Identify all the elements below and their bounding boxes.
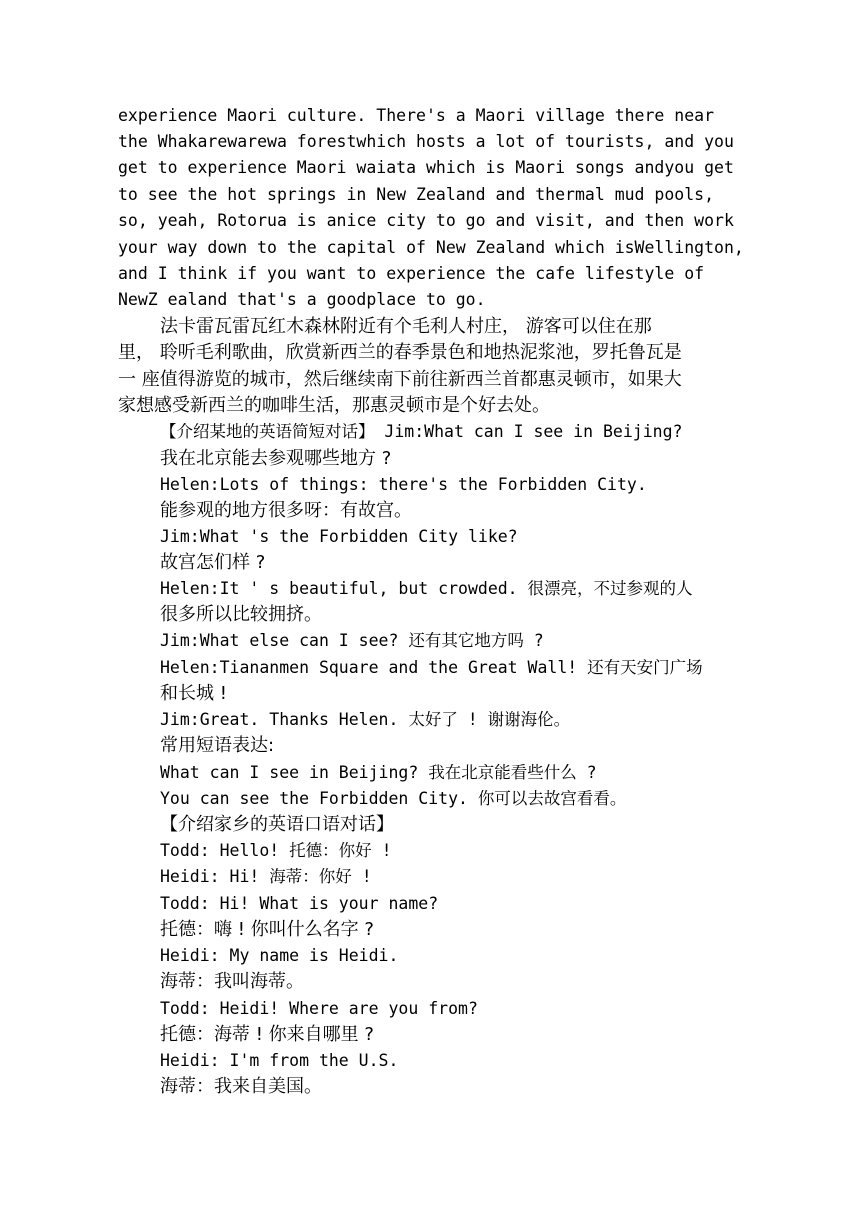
dialog-line: Todd: Hi! What is your name? (160, 894, 439, 913)
chinese-paragraph-line: 家想感受新西兰的咖啡生活，那惠灵顿市是个好去处。 (118, 395, 550, 416)
dialog-line: Heidi: I'm from the U.S. (160, 1051, 399, 1070)
dialog-line: 很多所以比较拥挤。 (160, 604, 322, 625)
dialog-line: Helen:Tiananmen Square and the Great Wall! 还有天安门广场 (160, 658, 703, 677)
dialog-heading-beijing: 【介绍某地的英语简短对话】 Jim:What can I see in Beijing? (160, 422, 683, 441)
chinese-paragraph-line: 法卡雷瓦雷瓦红木森林附近有个毛利人村庄， 游客可以住在那 (160, 316, 652, 337)
dialog-line: Jim:What else can I see? 还有其它地方吗 ? (160, 631, 544, 650)
english-paragraph-line: get to experience Maori waiata which is Maori songs andyou get (118, 158, 734, 177)
dialog-line: Heidi: Hi! 海蒂：你好 ! (160, 867, 372, 886)
dialog-line: 故宫怎们样 ? (160, 552, 266, 573)
dialog-line: Jim:What 's the Forbidden City like? (160, 527, 518, 546)
dialog-line: Todd: Hello! 托德：你好 ! (160, 841, 392, 860)
chinese-paragraph-line: 里， 聆听毛利歌曲，欣赏新西兰的春季景色和地热泥浆池，罗托鲁瓦是 (118, 342, 682, 363)
english-paragraph-line: your way down to the capital of New Zealand which isWellington, (118, 238, 744, 257)
chinese-paragraph-line: 一 座值得游览的城市，然后继续南下前往新西兰首都惠灵顿市，如果大 (118, 369, 682, 390)
phrase-line: You can see the Forbidden City. 你可以去故宫看看。 (160, 789, 627, 808)
dialog-line: 托德：海蒂 ! 你来自哪里 ? (160, 1024, 374, 1045)
dialog-line: 和长城 ! (160, 683, 227, 704)
dialog-line: 托德：嗨 ! 你叫什么名字 ? (160, 919, 374, 940)
dialog-line: 能参观的地方很多呀：有故宫。 (160, 500, 412, 521)
dialog-heading-hometown: 【介绍家乡的英语口语对话】 (160, 814, 394, 835)
english-paragraph-line: experience Maori culture. There's a Maori village there near (118, 106, 715, 125)
english-paragraph-line: to see the hot springs in New Zealand and thermal mud pools, (118, 185, 715, 204)
english-paragraph-line: the Whakarewarewa forestwhich hosts a lot of tourists, and you (118, 132, 734, 151)
phrase-line: What can I see in Beijing? 我在北京能看些什么 ? (160, 763, 597, 782)
phrases-heading: 常用短语表达: (160, 735, 275, 756)
dialog-line: 我在北京能去参观哪些地方 ? (160, 448, 392, 469)
english-paragraph-line: so, yeah, Rotorua is anice city to go and visit, and then work (118, 211, 734, 230)
english-paragraph-line: and I think if you want to experience the cafe lifestyle of (118, 264, 705, 283)
dialog-line: Helen:It ' s beautiful, but crowded. 很漂亮，不过参观的人 (160, 579, 693, 598)
dialog-line: 海蒂：我叫海蒂。 (160, 971, 304, 992)
dialog-line: Todd: Heidi! Where are you from? (160, 999, 478, 1018)
dialog-line: 海蒂：我来自美国。 (160, 1076, 322, 1097)
english-paragraph-line: NewZ ealand that's a goodplace to go. (118, 290, 486, 309)
dialog-line: Heidi: My name is Heidi. (160, 946, 399, 965)
dialog-line: Helen:Lots of things: there's the Forbidden City. (160, 475, 647, 494)
dialog-line: Jim:Great. Thanks Helen. 太好了 ! 谢谢海伦。 (160, 710, 571, 729)
